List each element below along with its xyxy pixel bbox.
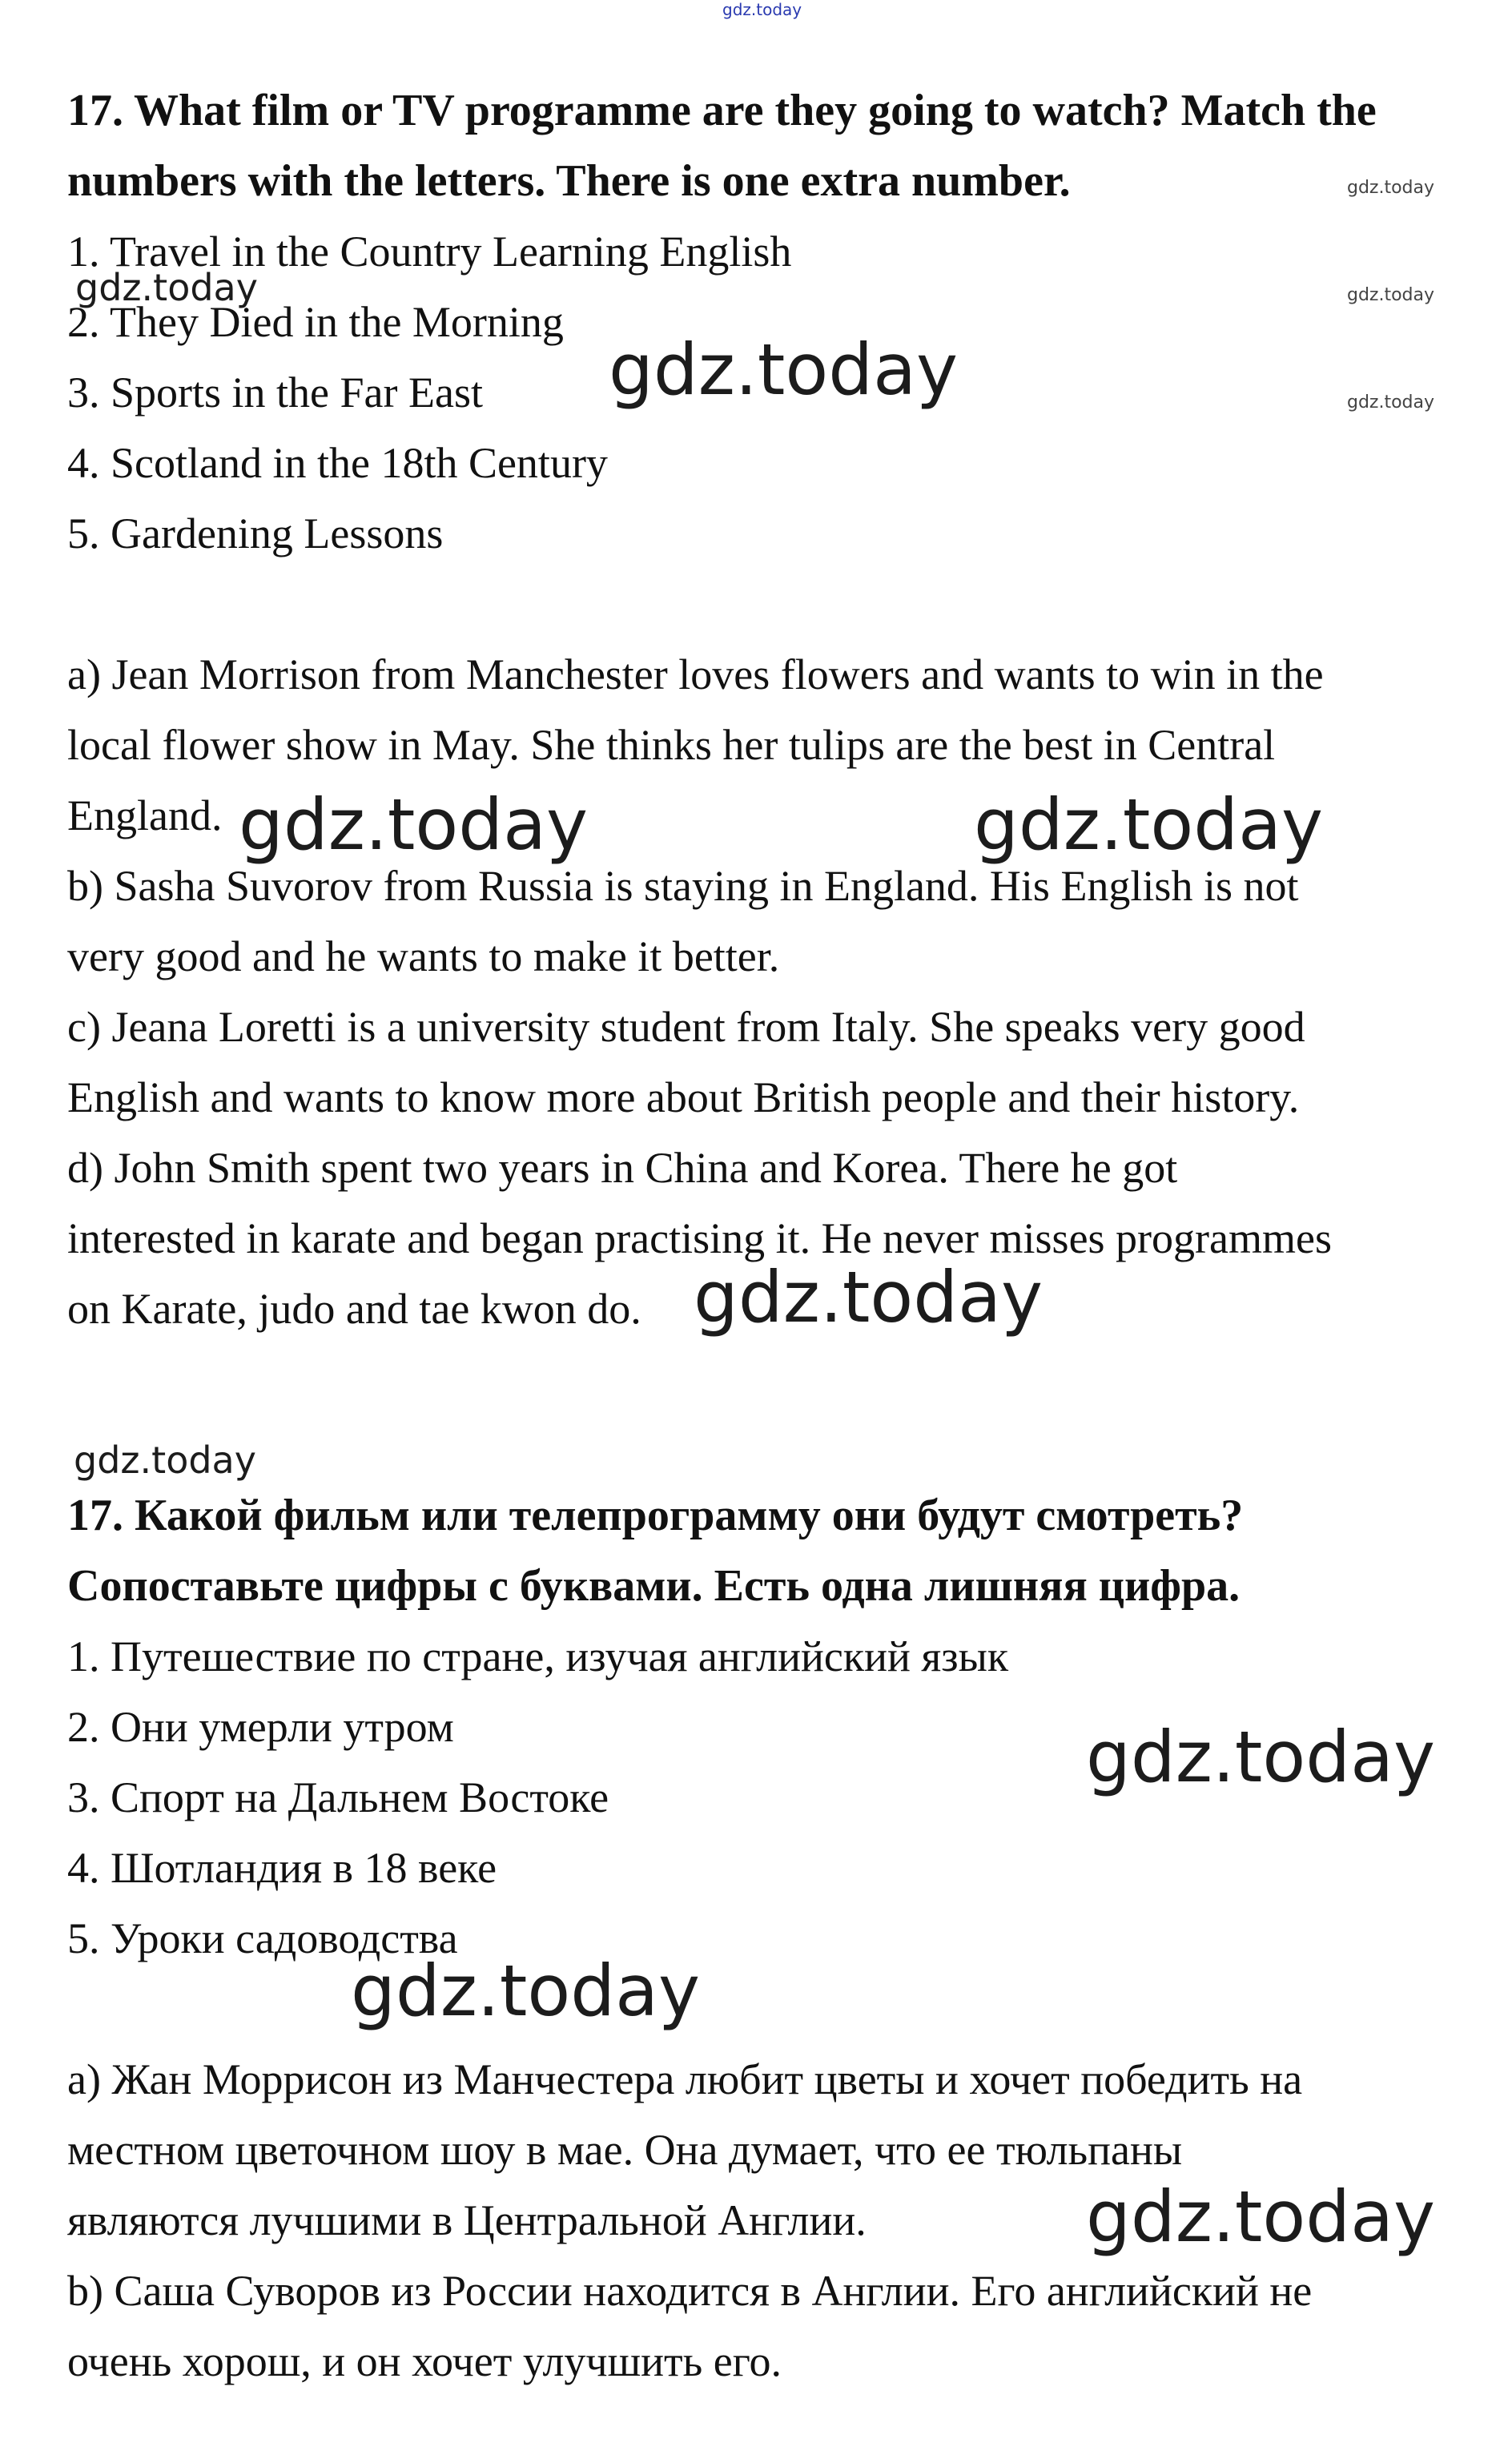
list-item-en-2: 2. They Died in the Morning (67, 298, 564, 346)
watermark-small-3: gdz.today (1347, 392, 1435, 413)
paragraph-b-ru-2: очень хорош, и он хочет улучшить его. (67, 2337, 782, 2385)
list-item-en-5: 5. Gardening Lessons (67, 509, 444, 557)
list-item-en-1: 1. Travel in the Country Learning English (67, 227, 792, 276)
list-item-ru-4: 4. Шотландия в 18 веке (67, 1844, 497, 1892)
paragraph-c-en-1: c) Jeana Loretti is a university student from Italy. She speaks very good (67, 1003, 1305, 1051)
paragraph-a-ru-2: местном цветочном шоу в мае. Она думает, что ее тюльпаны (67, 2126, 1183, 2174)
paragraph-b-ru-1: b) Саша Суворов из России находится в Англии. Его английский не (67, 2267, 1313, 2315)
watermark-mid-2: gdz.today (74, 1439, 256, 1482)
list-item-ru-3: 3. Спорт на Дальнем Востоке (67, 1773, 609, 1821)
exercise-heading-en-1: 17. What film or TV programme are they going to watch? Match the (67, 86, 1377, 135)
paragraph-a-en-3: England. (67, 791, 223, 839)
exercise-heading-ru-1: 17. Какой фильм или телепрограмму они будут смотреть? (67, 1491, 1244, 1540)
paragraph-a-en-2: local flower show in May. She thinks her tulips are the best in Central (67, 721, 1276, 769)
list-item-en-4: 4. Scotland in the 18th Century (67, 439, 608, 487)
watermark-large-4: gdz.today (694, 1256, 1044, 1338)
watermark-small-2: gdz.today (1347, 285, 1435, 305)
watermark-large-3: gdz.today (974, 783, 1324, 866)
list-item-en-3: 3. Sports in the Far East (67, 368, 483, 417)
paragraph-d-en-2: interested in karate and began practising it. He never misses programmes (67, 1214, 1332, 1262)
watermark-small-1: gdz.today (1347, 178, 1435, 198)
list-item-ru-2: 2. Они умерли утром (67, 1703, 454, 1751)
exercise-heading-en-2: numbers with the letters. There is one extra number. (67, 156, 1071, 206)
list-item-ru-5: 5. Уроки садоводства (67, 1914, 458, 1962)
list-item-ru-1: 1. Путешествие по стране, изучая английский язык (67, 1632, 1009, 1680)
paragraph-d-en-3: on Karate, judo and tae kwon do. (67, 1285, 641, 1333)
paragraph-b-en-2: very good and he wants to make it better. (67, 932, 780, 980)
watermark-large-6: gdz.today (351, 1950, 701, 2032)
watermark-large-5: gdz.today (1086, 1716, 1436, 1798)
watermark-mid-1: gdz.today (75, 266, 258, 309)
watermark-large-1: gdz.today (609, 328, 959, 411)
paragraph-b-en-1: b) Sasha Suvorov from Russia is staying in England. His English is not (67, 862, 1299, 910)
paragraph-a-ru-1: a) Жан Моррисон из Манчестера любит цветы и хочет победить на (67, 2055, 1303, 2103)
exercise-heading-ru-2: Сопоставьте цифры с буквами. Есть одна лишняя цифра. (67, 1561, 1241, 1611)
paragraph-c-en-2: English and wants to know more about British people and their history. (67, 1073, 1300, 1121)
paragraph-a-ru-3: являются лучшими в Центральной Англии. (67, 2196, 867, 2244)
paragraph-d-en-1: d) John Smith spent two years in China and Korea. There he got (67, 1144, 1178, 1192)
watermark-top: gdz.today (722, 0, 802, 19)
watermark-large-7: gdz.today (1086, 2175, 1436, 2258)
watermark-large-2: gdz.today (239, 783, 589, 866)
paragraph-a-en-1: a) Jean Morrison from Manchester loves flowers and wants to win in the (67, 650, 1324, 698)
